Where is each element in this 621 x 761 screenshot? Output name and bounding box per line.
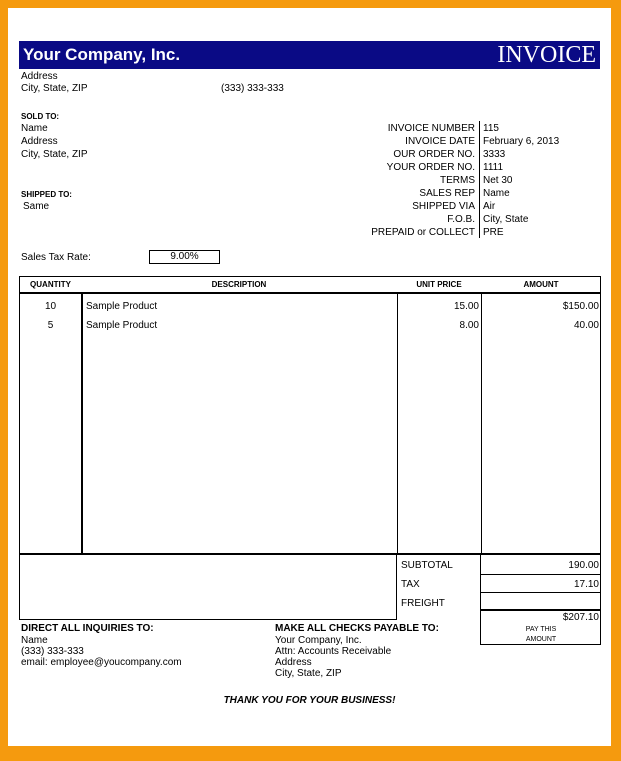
company-city-state-zip: City, State, ZIP (21, 83, 88, 94)
inquiries-label: DIRECT ALL INQUIRIES TO: (21, 623, 154, 634)
detail-value-sales-rep: Name (483, 188, 510, 199)
inquiries-email: email: employee@youcompany.com (21, 657, 182, 668)
row-2-quantity: 5 (47, 320, 54, 331)
subtotal-label: SUBTOTAL (401, 560, 453, 571)
checks-attn: Attn: Accounts Receivable (275, 646, 392, 657)
detail-value-prepaid-collect: PRE (483, 227, 504, 238)
details-separator (479, 121, 480, 238)
column-header-description: DESCRIPTION (211, 280, 267, 289)
subtotal-rule (480, 574, 601, 575)
sold-to-name: Name (21, 123, 48, 134)
totals-bottom-rule (19, 619, 397, 620)
detail-value-invoice-number: 115 (483, 123, 499, 134)
total-amount: $207.10 (562, 612, 599, 623)
detail-value-our-order: 3333 (483, 149, 506, 160)
freight-label: FREIGHT (401, 598, 445, 609)
row-1-quantity: 10 (44, 301, 57, 312)
detail-value-fob: City, State (483, 214, 529, 225)
column-header-unit-price: UNIT PRICE (416, 280, 462, 289)
invoice-sheet (8, 8, 611, 746)
totals-left-border (19, 554, 20, 620)
company-phone: (333) 333-333 (221, 83, 284, 94)
detail-label-invoice-number: INVOICE NUMBER (387, 123, 475, 134)
checks-company: Your Company, Inc. (275, 635, 362, 646)
detail-label-invoice-date: INVOICE DATE (405, 136, 475, 147)
column-divider (397, 294, 398, 554)
shipped-to-label: SHIPPED TO: (21, 190, 72, 199)
detail-label-your-order: YOUR ORDER NO. (386, 162, 475, 173)
thank-you-message: THANK YOU FOR YOUR BUSINESS! (223, 695, 396, 706)
checks-address: Address (275, 657, 312, 668)
detail-label-prepaid-collect: PREPAID or COLLECT (371, 227, 475, 238)
detail-value-invoice-date: February 6, 2013 (483, 136, 560, 147)
column-divider (481, 294, 482, 554)
detail-label-shipped-via: SHIPPED VIA (412, 201, 475, 212)
checks-label: MAKE ALL CHECKS PAYABLE TO: (275, 623, 439, 634)
row-2-unit-price: 8.00 (459, 320, 479, 331)
pay-amount-label: AMOUNT (525, 636, 557, 643)
items-table-header (20, 277, 600, 294)
invoice-title: INVOICE (497, 42, 596, 68)
totals-divider (396, 554, 397, 620)
sales-tax-rate-field[interactable]: 9.00% (149, 250, 220, 264)
row-2-description: Sample Product (86, 320, 158, 331)
column-divider (81, 294, 83, 554)
tax-rule (480, 592, 601, 593)
detail-value-terms: Net 30 (483, 175, 513, 186)
subtotal-value: 190.00 (568, 560, 599, 571)
detail-value-shipped-via: Air (483, 201, 496, 212)
detail-label-sales-rep: SALES REP (419, 188, 475, 199)
inquiries-name: Name (21, 635, 48, 646)
detail-label-terms: TERMS (440, 175, 475, 186)
sold-to-label: SOLD TO: (21, 112, 60, 121)
company-address: Address (21, 71, 58, 82)
sold-to-address: Address (21, 136, 58, 147)
checks-city-state-zip: City, State, ZIP (275, 668, 342, 679)
detail-label-fob: F.O.B. (447, 214, 475, 225)
row-1-amount: $150.00 (562, 301, 599, 312)
items-table (19, 276, 601, 554)
pay-this-label: PAY THIS (525, 626, 557, 633)
sold-to-city-state-zip: City, State, ZIP (21, 149, 88, 160)
sales-tax-label: Sales Tax Rate: (21, 252, 91, 263)
column-header-quantity: QUANTITY (30, 280, 71, 289)
freight-rule (480, 609, 601, 611)
inquiries-phone: (333) 333-333 (21, 646, 84, 657)
header-bar (19, 41, 600, 69)
row-2-amount: 40.00 (573, 320, 599, 331)
shipped-to-value: Same (23, 201, 50, 212)
detail-label-our-order: OUR ORDER NO. (393, 149, 475, 160)
column-header-amount: AMOUNT (523, 280, 559, 289)
company-name: Your Company, Inc. (23, 45, 181, 64)
tax-value: 17.10 (573, 579, 599, 590)
row-1-description: Sample Product (86, 301, 158, 312)
tax-label: TAX (401, 579, 420, 590)
detail-value-your-order: 1111 (483, 162, 504, 173)
totals-top-rule (19, 554, 601, 555)
row-1-unit-price: 15.00 (453, 301, 479, 312)
